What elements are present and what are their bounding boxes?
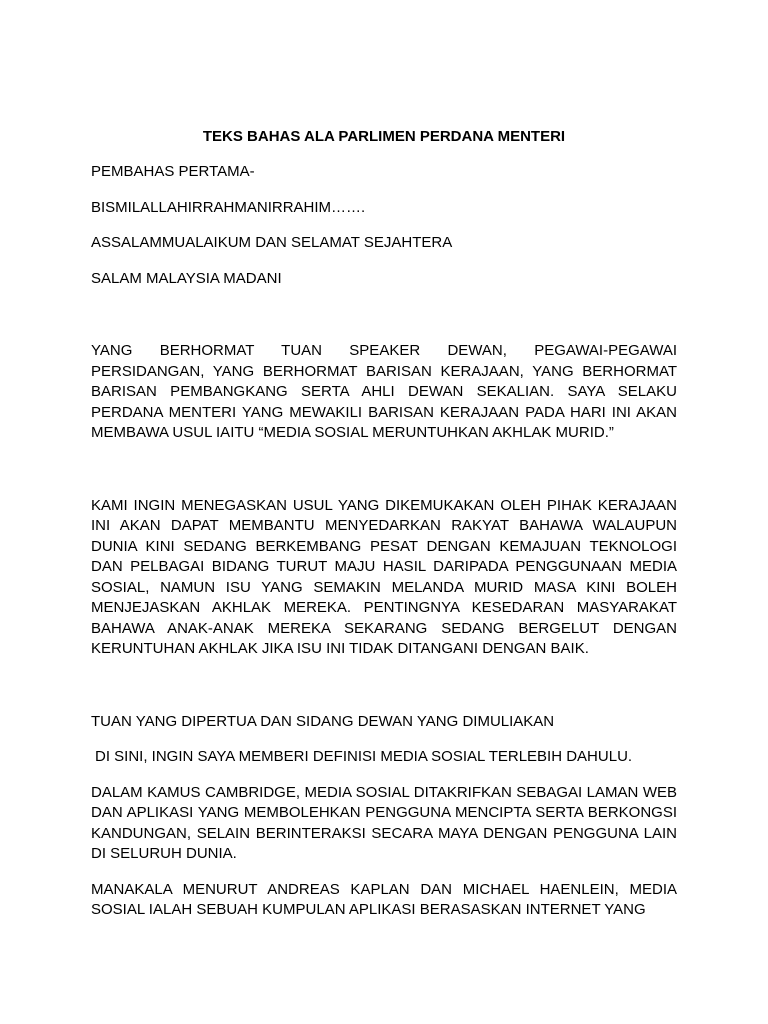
spacer	[91, 304, 677, 341]
paragraph-opening: YANG BERHORMAT TUAN SPEAKER DEWAN, PEGAWAI-PEGAWAI PERSIDANGAN, YANG BERHORMAT BARISAN KERAJAAN, YANG BERHORMAT BARISAN PEMBANGKANG SERTA AHLI DEWAN SEKALIAN. SAYA SELAKU PERDANA MENTERI YANG MEWAKILI BARISAN KERAJAAN PADA HARI INI AKAN MEMBAWA USUL IAITU “MEDIA SOSIAL MERUNTUHKAN AKHLAK MURID.”	[91, 342, 677, 441]
greeting-line: ASSALAMMUALAIKUM DAN SELAMAT SEJAHTERA	[91, 234, 453, 251]
spacer	[91, 675, 677, 712]
definition-intro: DI SINI, INGIN SAYA MEMBERI DEFINISI MEDIA SOSIAL TERLEBIH DAHULU.	[95, 748, 633, 765]
paragraph-motion: KAMI INGIN MENEGASKAN USUL YANG DIKEMUKAKAN OLEH PIHAK KERAJAAN INI AKAN DAPAT MEMBANTU MENYEDARKAN RAKYAT BAHAWA WALAUPUN DUNIA KINI SEDANG BERKEMBANG PESAT DENGAN KEMAJUAN TEKNOLOGI DAN PELBAGAI BIDANG TURUT MAJU HASIL DARIPADA PENGGUNAAN MEDIA SOSIAL, NAMUN ISU YANG SEMAKIN MELANDA MURID MASA KINI BOLEH MENJEJASKAN AKHLAK MEREKA. PENTINGNYA KESEDARAN MASYARAKAT BAHAWA ANAK-ANAK MEREKA SEKARANG SEDANG BERGELUT DENGAN KERUNTUHAN AKHLAK JIKA ISU INI TIDAK DITANGANI DENGAN BAIK.	[91, 496, 677, 657]
paragraph-definition-kaplan: MANAKALA MENURUT ANDREAS KAPLAN DAN MICHAEL HAENLEIN, MEDIA SOSIAL IALAH SEBUAH KUMPULAN APLIKASI BERASASKAN INTERNET YANG	[91, 880, 677, 918]
address-line: TUAN YANG DIPERTUA DAN SIDANG DEWAN YANG DIMULIAKAN	[91, 712, 555, 730]
document-title: TEKS BAHAS ALA PARLIMEN PERDANA MENTERI	[202, 128, 566, 145]
speaker-label: PEMBAHAS PERTAMA-	[91, 163, 255, 180]
paragraph-definition-cambridge: DALAM KAMUS CAMBRIDGE, MEDIA SOSIAL DITAKRIFKAN SEBAGAI LAMAN WEB DAN APLIKASI YANG MEMBOLEHKAN PENGGUNA MENCIPTA SERTA BERKONGSI KANDUNGAN, SELAIN BERINTERAKSI SECARA MAYA DENGAN PENGGUNA LAIN DI SELURUH DUNIA.	[91, 783, 677, 862]
document-content	[91, 127, 677, 936]
bismillah-line: BISMILALLAHIRRAHMANIRRAHIM…….	[91, 198, 366, 216]
salam-line: SALAM MALAYSIA MADANI	[91, 269, 282, 287]
spacer	[91, 459, 677, 496]
